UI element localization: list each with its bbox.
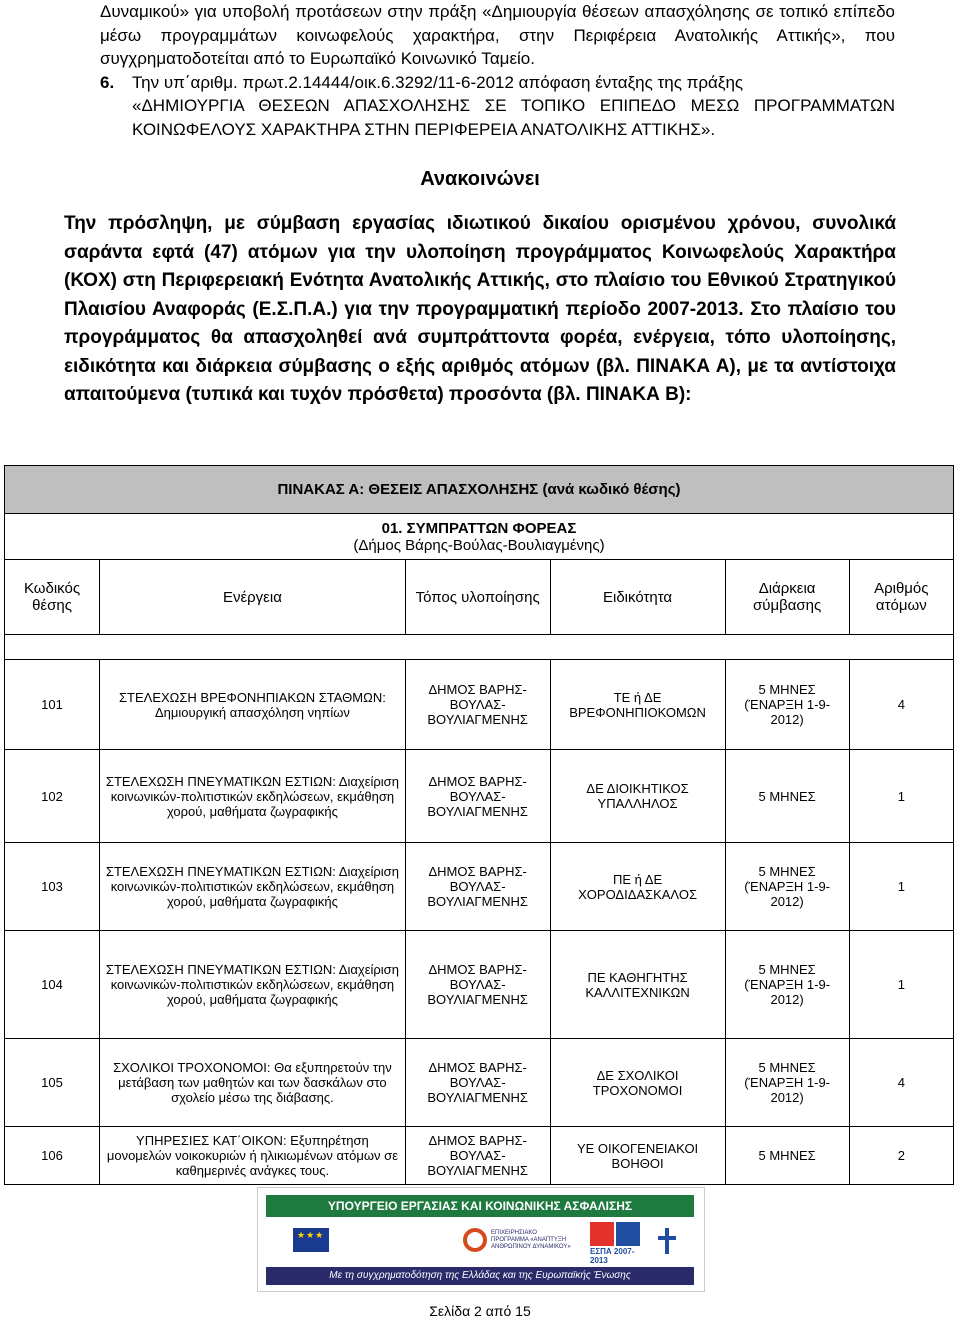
organization-name: (Δήμος Βάρης-Βούλας-Βουλιαγμένης) [353,536,605,554]
cell-specialty: ΔΕ ΔΙΟΙΚΗΤΙΚΟΣ ΥΠΑΛΛΗΛΟΣ [550,750,725,843]
cell-code: 106 [5,1127,100,1185]
table-row [5,843,954,931]
page-number: Σελίδα 2 από 15 [429,1303,531,1319]
cell-place: ΔΗΜΟΣ ΒΑΡΗΣ-ΒΟΥΛΑΣ-ΒΟΥΛΙΑΓΜΕΝΗΣ [405,1127,550,1185]
cell-action: ΥΠΗΡΕΣΙΕΣ ΚΑΤ΄ΟΙΚΟΝ: Εξυπηρέτηση μονομελών νοικοκυριών ή ηλικιωμένων ατόμων σε καθημερινές ανάγκες τους. [100,1127,406,1185]
table-row [5,750,954,843]
cell-code: 105 [5,1039,100,1127]
cell-count: 1 [849,843,953,931]
greek-cross-icon [658,1228,676,1254]
cell-specialty: ΠΕ ΚΑΘΗΓΗΤΗΣ ΚΑΛΛΙΤΕΧΝΙΚΩΝ [550,931,725,1039]
eu-flag-icon: ★★★ [293,1228,329,1252]
cell-code: 102 [5,750,100,843]
project-title: «ΔΗΜΙΟΥΡΓΙΑ ΘΕΣΕΩΝ ΑΠΑΣΧΟΛΗΣΗΣ ΣΕ ΤΟΠΙΚΟ ΕΠΙΠΕΔΟ ΜΕΣΩ ΠΡΟΓΡΑΜΜΑΤΩΝ ΚΟΙΝΩΦΕΛΟΥΣ ΧΑΡΑΚΤΗΡΑ ΣΤΗΝ ΠΕΡΙΦΕΡΕΙΑ ΑΝΑΤΟΛΙΚΗΣ ΑΤΤΙΚΗΣ». [132,96,895,139]
cell-count: 2 [849,1127,953,1185]
cell-place: ΔΗΜΟΣ ΒΑΡΗΣ-ΒΟΥΛΑΣ-ΒΟΥΛΙΑΓΜΕΝΗΣ [405,1039,550,1127]
cell-specialty: ΔΕ ΣΧΟΛΙΚΟΙ ΤΡΟΧΟΝΟΜΟΙ [550,1039,725,1127]
cell-count: 1 [849,750,953,843]
cell-code: 104 [5,931,100,1039]
header-action: Ενέργεια [100,560,406,635]
organization-header [5,514,954,560]
cell-duration: 5 ΜΗΝΕΣ [725,750,849,843]
list-number: 6. [100,72,115,92]
cell-place: ΔΗΜΟΣ ΒΑΡΗΣ-ΒΟΥΛΑΣ-ΒΟΥΛΙΑΓΜΕΝΗΣ [405,750,550,843]
cell-specialty: ΤΕ ή ΔΕ ΒΡΕΦΟΝΗΠΙΟΚΟΜΩΝ [550,660,725,750]
positions-table [4,465,954,1185]
cell-duration: 5 ΜΗΝΕΣ (ΈΝΑΡΞΗ 1-9-2012) [725,1039,849,1127]
cell-duration: 5 ΜΗΝΕΣ (ΈΝΑΡΞΗ 1-9-2012) [725,843,849,931]
cell-action: ΣΤΕΛΕΧΩΣΗ ΒΡΕΦΟΝΗΠΙΑΚΩΝ ΣΤΑΘΜΩΝ: Δημιουργική απασχόληση νηπίων [100,660,406,750]
intro-section [100,0,895,141]
announce-heading: Ανακοινώνει [420,168,540,190]
table-title: ΠΙΝΑΚΑΣ Α: ΘΕΣΕΙΣ ΑΠΑΣΧΟΛΗΣΗΣ (ανά κωδικό θέσης) [5,466,954,514]
cell-action: ΣΤΕΛΕΧΩΣΗ ΠΝΕΥΜΑΤΙΚΩΝ ΕΣΤΙΩΝ: Διαχείριση κοινωνικών-πολιτιστικών εκδηλώσεων, εκμάθηση χορού, μαθήματα ζωγραφικής [100,843,406,931]
espa-label: ΕΣΠΑ 2007-2013 [590,1247,635,1265]
table-row [5,660,954,750]
cell-duration: 5 ΜΗΝΕΣ (ΈΝΑΡΞΗ 1-9-2012) [725,931,849,1039]
cell-action: ΣΤΕΛΕΧΩΣΗ ΠΝΕΥΜΑΤΙΚΩΝ ΕΣΤΙΩΝ: Διαχείριση κοινωνικών-πολιτιστικών εκδηλώσεων, εκμάθηση χορού, μαθήματα ζωγραφικής [100,750,406,843]
header-place: Τόπος υλοποίησης [405,560,550,635]
table-row [5,931,954,1039]
header-duration: Διάρκεια σύμβασης [725,560,849,635]
intro-paragraph: Δυναμικού» για υποβολή προτάσεων στην πράξη «Δημιουργία θέσεων απασχόλησης σε τοπικό επίπεδο μέσω προγραμμάτων κοινωφελούς χαρακτήρα, στην Περιφέρεια Ανατολικής Αττικής», που συγχρηματοδοτείται από το Ευρωπαϊκό Κοινωνικό Ταμείο. [100,2,895,68]
funding-banner [257,1187,705,1292]
espa-logo-icon [590,1222,642,1265]
announcement-body: Την πρόσληψη, με σύμβαση εργασίας ιδιωτικού δικαίου ορισμένου χρόνου, συνολικά σαράντα εφτά (47) ατόμων για την υλοποίηση προγράμματος Κοινωφελούς Χαρακτήρα (ΚΟΧ) στη Περιφερειακή Ενότητα Ανατολικής Αττικής, στο πλαίσιο του Εθνικού Στρατηγικού Πλαισίου Αναφοράς (Ε.Σ.Π.Α.) για την προγραμματική περίοδο 2007-2013. Στο πλαίσιο του προγράμματος θα απασχοληθεί ανά συμπράττοντα φορέα, ενέργεια, τόπο υλοποίησης, ειδικότητα και διάρκεια σύμβασης ο εξής αριθμός ατόμων (βλ. ΠΙΝΑΚΑ Α), με τα αντίστοιχα απαιτούμενα (τυπικά και τυχόν πρόσθετα) προσόντα (βλ. ΠΙΝΑΚΑ Β): [64,213,896,405]
cell-specialty: ΥΕ ΟΙΚΟΓΕΝΕΙΑΚΟΙ ΒΟΗΘΟΙ [550,1127,725,1185]
cell-count: 4 [849,660,953,750]
cell-place: ΔΗΜΟΣ ΒΑΡΗΣ-ΒΟΥΛΑΣ-ΒΟΥΛΙΑΓΜΕΝΗΣ [405,931,550,1039]
header-code: Κωδικός θέσης [5,560,100,635]
table-row [5,1127,954,1185]
cell-action: ΣΤΕΛΕΧΩΣΗ ΠΝΕΥΜΑΤΙΚΩΝ ΕΣΤΙΩΝ: Διαχείριση κοινωνικών-πολιτιστικών εκδηλώσεων, εκμάθηση χορού, μαθήματα ζωγραφικής [100,931,406,1039]
program-name: ΕΠΙΧΕΙΡΗΣΙΑΚΟ ΠΡΟΓΡΑΜΜΑ «ΑΝΑΠΤΥΞΗ ΑΝΘΡΩΠΙΝΟΥ ΔΥΝΑΜΙΚΟΥ» [491,1230,571,1250]
cell-duration: 5 ΜΗΝΕΣ (ΈΝΑΡΞΗ 1-9-2012) [725,660,849,750]
header-specialty: Ειδικότητα [550,560,725,635]
cell-place: ΔΗΜΟΣ ΒΑΡΗΣ-ΒΟΥΛΑΣ-ΒΟΥΛΙΑΓΜΕΝΗΣ [405,843,550,931]
cell-place: ΔΗΜΟΣ ΒΑΡΗΣ-ΒΟΥΛΑΣ-ΒΟΥΛΙΑΓΜΕΝΗΣ [405,660,550,750]
cell-duration: 5 ΜΗΝΕΣ [725,1127,849,1185]
cell-specialty: ΠΕ ή ΔΕ ΧΟΡΟΔΙΔΑΣΚΑΛΟΣ [550,843,725,931]
program-logo-icon [463,1226,571,1256]
ministry-title: ΥΠΟΥΡΓΕΙΟ ΕΡΓΑΣΙΑΣ ΚΑΙ ΚΟΙΝΩΝΙΚΗΣ ΑΣΦΑΛΙΣΗΣ [266,1195,694,1217]
column-headers [5,560,954,635]
cell-count: 1 [849,931,953,1039]
organization-line: 01. ΣΥΜΠΡΑΤΤΩΝ ΦΟΡΕΑΣ [381,519,577,537]
table-row [5,1039,954,1127]
cofunding-slogan: Με τη συγχρηματοδότηση της Ελλάδας και της Ευρωπαϊκής Ένωσης [266,1267,694,1285]
cell-code: 103 [5,843,100,931]
cell-action: ΣΧΟΛΙΚΟΙ ΤΡΟΧΟΝΟΜΟΙ: Θα εξυπηρετούν την μετάβαση των μαθητών και των δασκάλων στο σχολείο μέσω της διάβασης. [100,1039,406,1127]
header-count: Αριθμός ατόμων [849,560,953,635]
list-item-6 [100,71,895,142]
decision-text: Την υπ΄αριθμ. πρωτ.2.14444/οικ.6.3292/11-6-2012 απόφαση ένταξης της πράξης [132,72,744,92]
cell-code: 101 [5,660,100,750]
cell-count: 4 [849,1039,953,1127]
